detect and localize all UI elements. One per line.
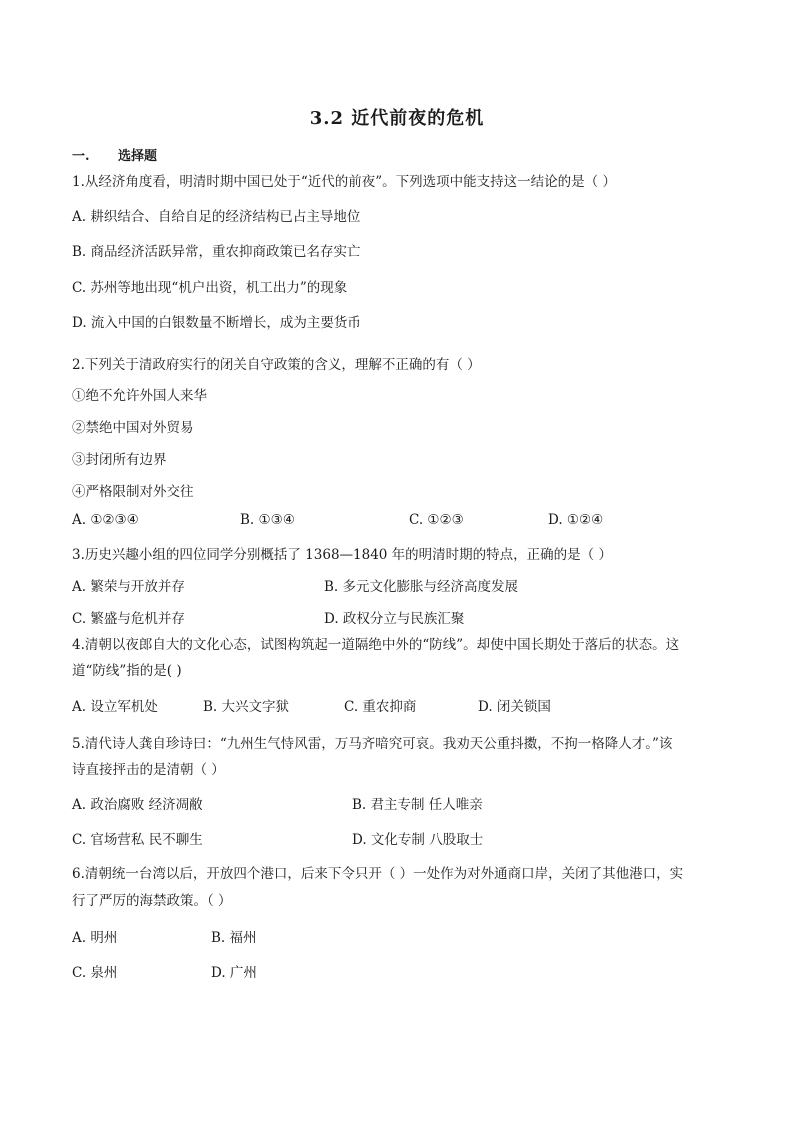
q6-stem-line2: 行了严厉的海禁政策。（ ） [72, 893, 232, 909]
q2-option-a: A. ①②③④ [72, 512, 139, 528]
q4-option-b: B. 大兴文字狱 [203, 699, 290, 715]
q1-option-c: C. 苏州等地出现“机户出资，机工出力”的现象 [72, 280, 348, 296]
q5-stem-line1: 5.清代诗人龚自珍诗曰：“九州生气恃风雷，万马齐喑究可哀。我劝天公重抖擞，不拘一格降人才。”该 [72, 736, 673, 752]
q2-stem: 2.下列关于清政府实行的闭关自守政策的含义，理解不正确的有（ ） [72, 357, 481, 373]
q2-item-3: ③封闭所有边界 [72, 452, 167, 468]
q4-stem-line2: 道“防线”指的是( ) [72, 663, 182, 679]
q1-option-b: B. 商品经济活跃异常，重农抑商政策已名存实亡 [72, 244, 361, 260]
q3-option-d: D. 政权分立与民族汇聚 [324, 611, 465, 627]
q4-stem-line1: 4.清朝以夜郎自大的文化心态，试图构筑起一道隔绝中外的“防线”。却使中国长期处于落后的状态。这 [72, 637, 680, 653]
q3-option-a: A. 繁荣与开放并存 [72, 579, 185, 595]
q2-item-4: ④严格限制对外交往 [72, 484, 194, 500]
q3-stem: 3.历史兴趣小组的四位同学分别概括了 1368—1840 年的明清时期的特点，正确的是（ ） [72, 547, 612, 563]
section-number: 一. [72, 149, 90, 164]
q6-option-c: C. 泉州 [72, 965, 118, 981]
q2-item-2: ②禁绝中国对外贸易 [72, 420, 194, 436]
q1-stem: 1.从经济角度看，明清时期中国已处于“近代的前夜”。下列选项中能支持这一结论的是（ ） [72, 174, 616, 190]
q2-option-c: C. ①②③ [409, 512, 464, 528]
q6-option-a: A. 明州 [72, 930, 118, 946]
q5-stem-line2: 诗直接抨击的是清朝（ ） [72, 762, 225, 778]
q6-option-d: D. 广州 [211, 965, 257, 981]
q4-option-d: D. 闭关锁国 [478, 699, 551, 715]
q5-option-a: A. 政治腐败 经济凋敝 [72, 797, 203, 813]
q4-option-c: C. 重农抑商 [344, 699, 417, 715]
q2-option-d: D. ①②④ [548, 512, 604, 528]
q2-option-b: B. ①③④ [240, 512, 295, 528]
q5-option-c: C. 官场营私 民不聊生 [72, 832, 203, 848]
q4-option-a: A. 设立军机处 [72, 699, 158, 715]
q5-option-b: B. 君主专制 任人唯亲 [352, 797, 483, 813]
q5-option-d: D. 文化专制 八股取士 [352, 832, 484, 848]
q2-item-1: ①绝不允许外国人来华 [72, 388, 207, 404]
q3-option-c: C. 繁盛与危机并存 [72, 611, 185, 627]
q6-stem-line1: 6.清朝统一台湾以后，开放四个港口，后来下令只开（ ）一处作为对外通商口岸，关闭了其他港口，实 [72, 866, 684, 882]
q1-option-a: A. 耕织结合、自给自足的经济结构已占主导地位 [72, 209, 361, 225]
section-label: 选择题 [118, 149, 158, 164]
q3-option-b: B. 多元文化膨胀与经济高度发展 [324, 579, 519, 595]
section-heading [72, 145, 157, 164]
q6-option-b: B. 福州 [211, 930, 257, 946]
q1-option-d: D. 流入中国的白银数量不断增长，成为主要货币 [72, 315, 361, 331]
page-title: 3.2 近代前夜的危机 [309, 108, 485, 129]
